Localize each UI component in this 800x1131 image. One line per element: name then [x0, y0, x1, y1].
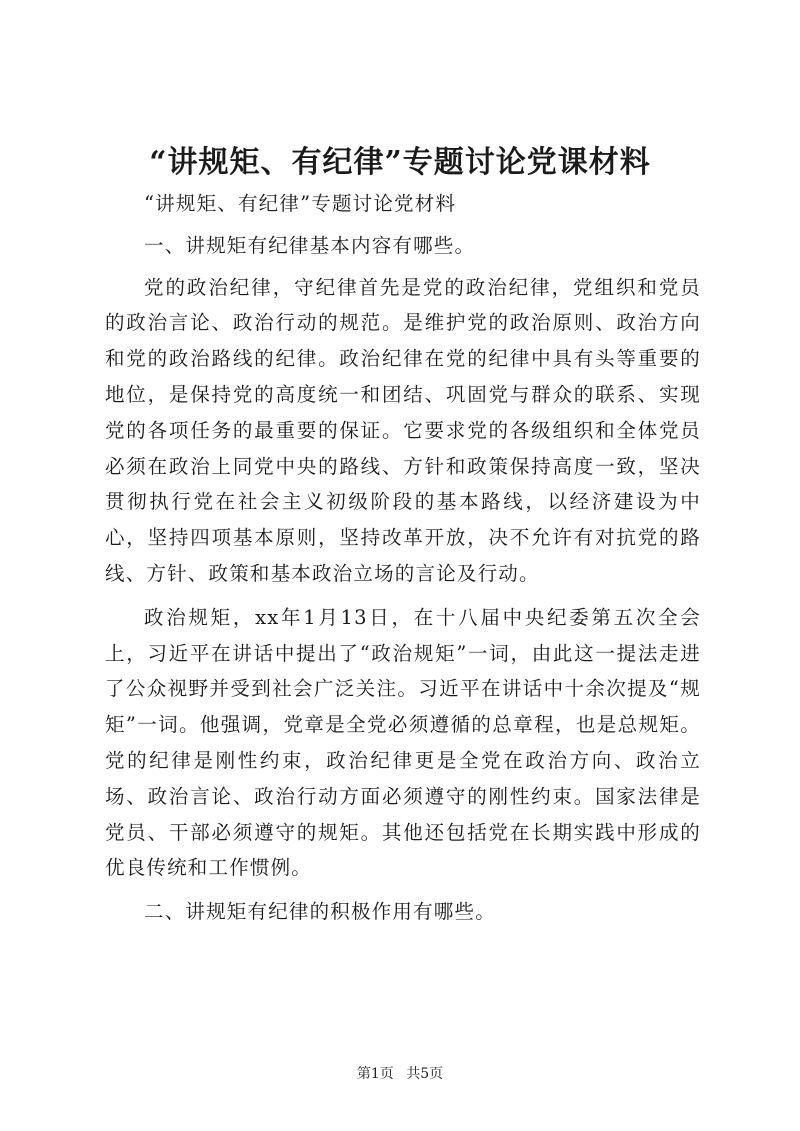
page-number: 第1页 [356, 1066, 394, 1082]
subtitle-paragraph: “讲规矩、有纪律”专题讨论党材料 [144, 192, 457, 215]
document-title: “讲规矩、有纪律”专题讨论党课材料 [149, 145, 651, 180]
section-heading-1: 一、讲规矩有纪律基本内容有哪些。 [144, 233, 476, 257]
page-total: 共5页 [406, 1066, 444, 1082]
body-paragraph-political-discipline: 党的政治纪律，守纪律首先是党的政治纪律，党组织和党员的政治言论、政治行动的规范。是维护党的政治原则、政治方向和党的政治路线的纪律。政治纪律在党的纪律中具有头等重要的地位，是保持党的高度统一和团结、巩固党与群众的联系、实现党的各项任务的最重要的保证。它要求党的各级组织和全体党员必须在政治上同党中央的路线、方针和政策保持高度一致，坚决贯彻执行党在社会主义初级阶段的基本路线，以经济建设为中心，坚持四项基本原则，坚持改革开放，决不允许有对抗党的路线、方针、政策和基本政治立场的言论及行动。 [105, 275, 701, 585]
body-paragraph-political-rules: 政治规矩，xx年1月13日，在十八届中央纪委第五次全会上，习近平在讲话中提出了“政治规矩”一词，由此这一提法走进了公众视野并受到社会广泛关注。习近平在讲话中十余次提及“规矩”一词。他强调，党章是全党必须遵循的总章程，也是总规矩。党的纪律是刚性约束，政治纪律更是全党在政治方向、政治立场、政治言论、政治行动方面必须遵守的刚性约束。国家法律是党员、干部必须遵守的规矩。其他还包括党在长期实践中形成的优良传统和工作惯例。 [105, 605, 701, 880]
section-heading-2: 二、讲规矩有纪律的积极作用有哪些。 [144, 900, 496, 924]
document-body [105, 186, 701, 930]
page-footer [0, 1064, 800, 1084]
